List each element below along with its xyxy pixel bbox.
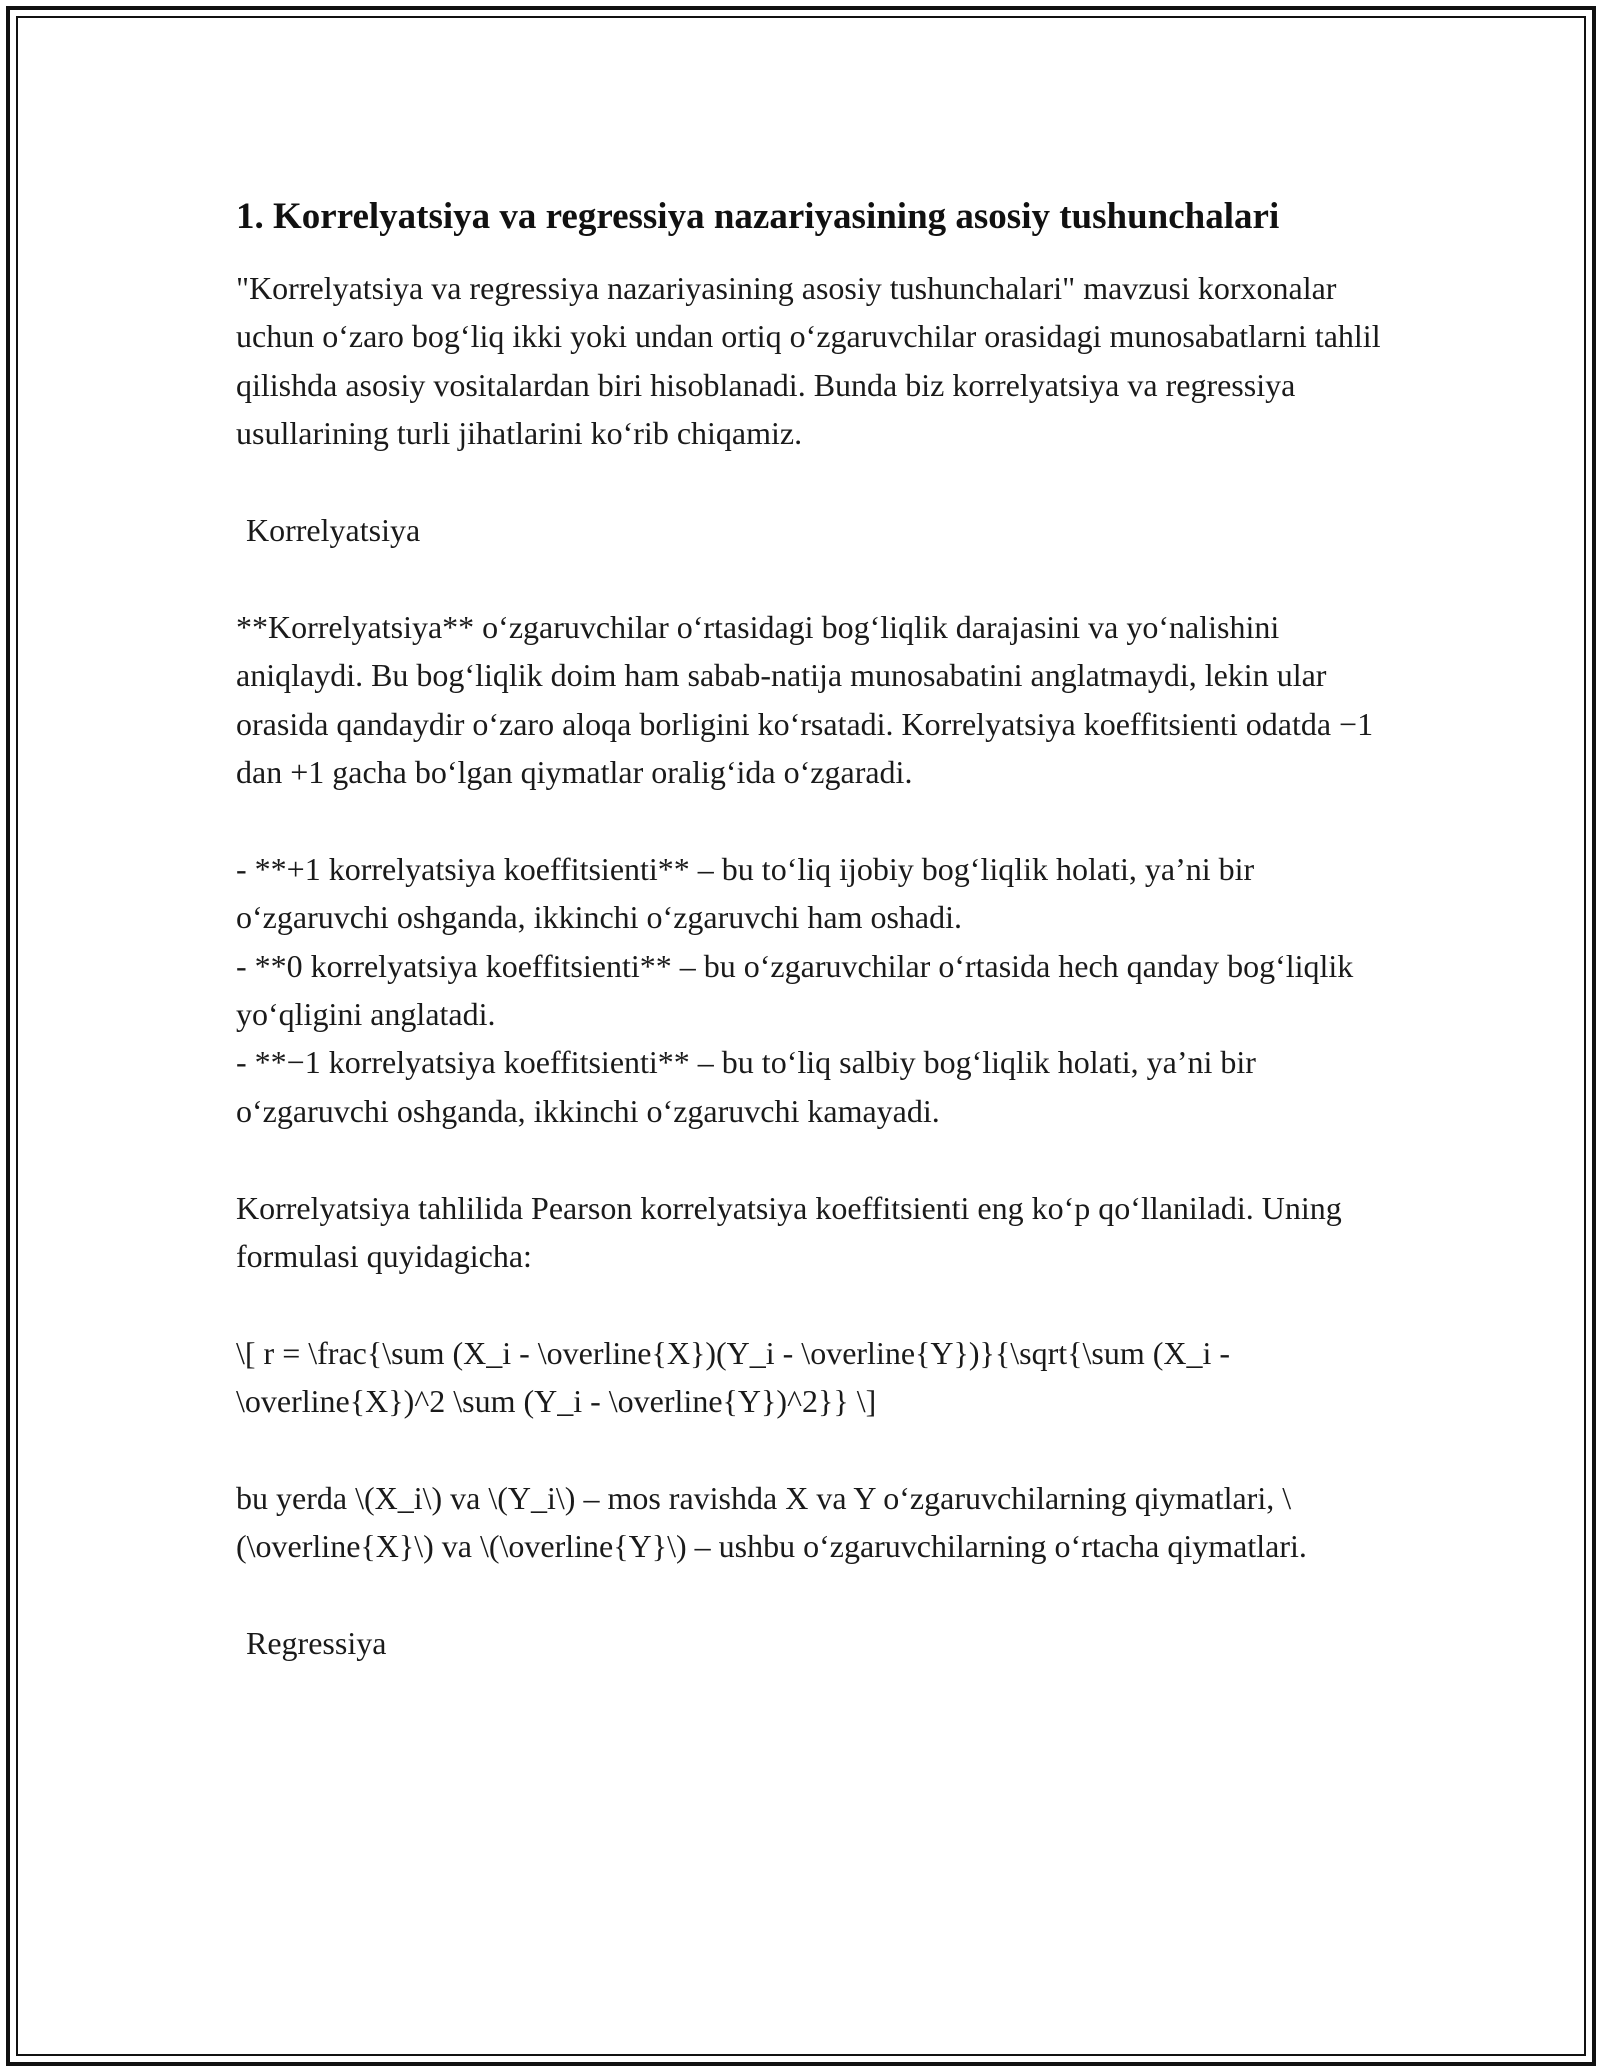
- pearson-intro: Korrelyatsiya tahlilida Pearson korrelyatsiya koeffitsienti eng ko‘p qo‘llaniladi. Uning formulasi quyidagicha:: [236, 1189, 1350, 1275]
- spacer: [236, 554, 1386, 602]
- intro-paragraph: "Korrelyatsiya va regressiya nazariyasining asosiy tushunchalari" mavzusi korxonalar uchun o‘zaro bog‘liq ikki yoki undan ortiq o‘zgaruvchilar orasidagi munosabatlarni tahlil qilishda asosiy vositalardan biri hisoblanadi. Bunda biz korrelyatsiya va regressiya usullarining turli jihatlarini ko‘rib chiqamiz.: [236, 270, 1389, 452]
- formula-explanation: bu yerda \(X_i\) va \(Y_i\) – mos ravishda X va Y o‘zgaruvchilarning qiymatlari, \(\overline{X}\) va \(\overline{Y}\) – ushbu o‘zgaruvchilarning o‘rtacha qiymatlari.: [236, 1480, 1307, 1565]
- spacer: [236, 796, 1386, 844]
- bullet-negative: - **−1 korrelyatsiya koeffitsienti** – bu to‘liq salbiy bog‘liqlik holati, ya’ni bir o‘zgaruvchi oshganda, ikkinchi o‘zgaruvchi kamayadi.: [236, 1044, 1264, 1129]
- spacer: [236, 458, 1386, 506]
- bullet-positive: - **+1 korrelyatsiya koeffitsienti** – bu to‘liq ijobiy bog‘liqlik holati, ya’ni bir o‘zgaruvchi oshganda, ikkinchi o‘zgaruvchi ham oshadi.: [236, 850, 1263, 936]
- correlation-definition: **Korrelyatsiya** o‘zgaruvchilar o‘rtasidagi bog‘liqlik darajasini va yo‘nalishini aniqlaydi. Bu bog‘liqlik doim ham sabab-natija munosabatini anglatmaydi, lekin ular orasida qandaydir o‘zaro aloqa borligini ko‘rsatadi. Korrelyatsiya koeffitsienti odatda −1 dan +1 gacha bo‘lgan qiymatlar oralig‘ida o‘zgaradi.: [236, 608, 1382, 791]
- spacer: [236, 1135, 1386, 1183]
- spacer: [236, 1426, 1386, 1474]
- spacer: [236, 1280, 1386, 1328]
- section-heading: 1. Korrelyatsiya va regressiya nazariyasining asosiy tushunchalari: [236, 196, 1280, 237]
- document-body: [236, 190, 1389, 1668]
- spacer: [236, 1571, 1386, 1619]
- pearson-formula: \[ r = \frac{\sum (X_i - \overline{X})(Y_i - \overline{Y})}{\sqrt{\sum (X_i - \overline{X})^2 \sum (Y_i - \overline{Y})^2}} \]: [236, 1334, 1239, 1420]
- bullet-zero: - **0 korrelyatsiya koeffitsienti** – bu o‘zgaruvchilar o‘rtasida hech qanday bog‘liqlik yo‘qligini anglatadi.: [236, 947, 1362, 1033]
- subheading-correlation: Korrelyatsiya: [246, 512, 421, 549]
- subheading-regression: Regressiya: [246, 1625, 387, 1662]
